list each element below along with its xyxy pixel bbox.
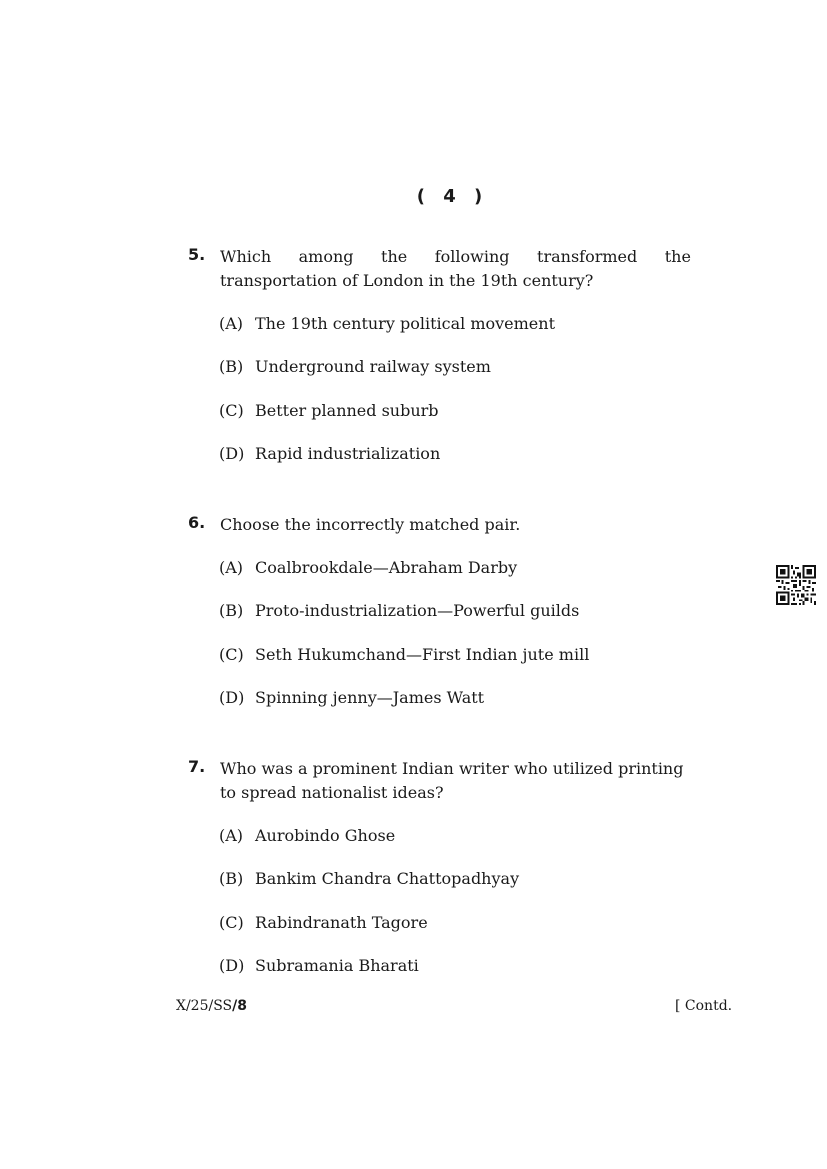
option-text: The 19th century political movement	[255, 314, 555, 333]
options-list	[219, 824, 691, 978]
option-letter: (C)	[219, 644, 244, 664]
paper-code-suffix: /8	[232, 998, 248, 1014]
options-list	[219, 556, 691, 710]
question-text-line-2: transportation of London in the 19th century?	[220, 271, 594, 290]
word: the	[381, 247, 408, 266]
option-text: Rapid industrialization	[255, 443, 441, 463]
question-text-line-1	[220, 245, 691, 269]
options-list	[219, 312, 691, 466]
option-text: Underground railway system	[255, 357, 491, 377]
continued-marker: [ Contd.	[675, 998, 733, 1014]
option-letter: (D)	[219, 687, 245, 707]
option-a	[219, 312, 691, 336]
option-letter: (A)	[219, 826, 244, 845]
option-letter: (D)	[219, 955, 245, 975]
question-text	[220, 757, 691, 805]
option-letter: (B)	[219, 357, 244, 377]
option-letter: (B)	[219, 601, 244, 621]
question-text-line-1: Who was a prominent Indian writer who utilized printing	[220, 759, 684, 778]
option-d	[219, 954, 691, 978]
option-letter: (A)	[219, 314, 244, 333]
question-text: Choose the incorrectly matched pair.	[220, 515, 521, 534]
option-text: Rabindranath Tagore	[255, 912, 428, 932]
option-d	[219, 686, 691, 710]
option-text: Bankim Chandra Chattopadhyay	[255, 869, 520, 889]
option-text: Better planned suburb	[255, 400, 439, 420]
option-letter: (C)	[219, 912, 244, 932]
word: the	[664, 247, 691, 266]
word: following	[434, 247, 510, 266]
option-a	[219, 556, 691, 580]
option-c	[219, 643, 691, 667]
option-text: Proto-industrialization—Powerful guilds	[255, 601, 580, 621]
question-number: 5.	[188, 245, 206, 264]
word: transformed	[537, 247, 638, 266]
option-letter: (B)	[219, 869, 244, 889]
word: Which	[220, 247, 272, 266]
option-c	[219, 399, 691, 423]
question-text	[220, 245, 691, 293]
question-7	[188, 757, 691, 997]
option-d	[219, 442, 691, 466]
question-text-line-2: to spread nationalist ideas?	[220, 783, 444, 802]
paper-code	[176, 998, 247, 1014]
option-letter: (A)	[219, 558, 244, 577]
option-text: Subramania Bharati	[255, 955, 419, 975]
option-text: Seth Hukumchand—First Indian jute mill	[255, 644, 590, 664]
paper-code-prefix: X/25/SS	[176, 998, 233, 1014]
option-letter: (C)	[219, 400, 244, 420]
question-6	[188, 513, 691, 729]
word: among	[298, 247, 354, 266]
page-number: ( 4 )	[416, 186, 489, 207]
option-b	[219, 599, 691, 623]
question-number: 7.	[188, 757, 206, 776]
option-text: Spinning jenny—James Watt	[255, 687, 485, 707]
question-number: 6.	[188, 513, 206, 532]
option-text: Coalbrookdale—Abraham Darby	[255, 558, 518, 577]
option-c	[219, 911, 691, 935]
question-5	[188, 245, 691, 485]
option-letter: (D)	[219, 443, 245, 463]
option-b	[219, 355, 691, 379]
option-b	[219, 867, 691, 891]
qr-code-icon	[776, 565, 816, 605]
option-a	[219, 824, 691, 848]
option-text: Aurobindo Ghose	[255, 826, 396, 845]
